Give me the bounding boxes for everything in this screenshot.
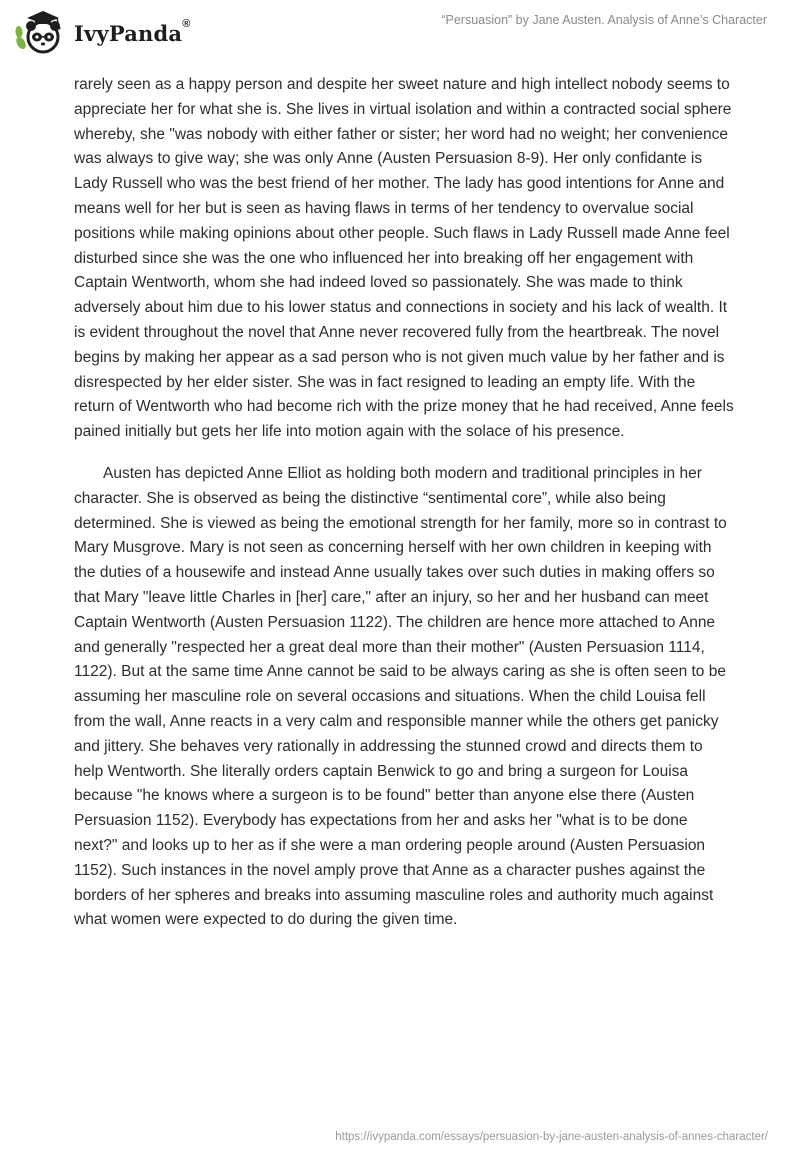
essay-body [74,73,734,950]
document-title: “Persuasion” by Jane Austen. Analysis of Anne’s Character [441,13,767,27]
paragraph: Austen has depicted Anne Elliot as holding both modern and traditional principles in her character. She is observed as being the distinctive “sentimental core”, while also being determined. She is viewed as being the emotional strength for her family, more so in contrast to Mary Musgrove. Mary is not seen as concerning herself with her own children in keeping with the duties of a housewife and instead Anne usually takes over such duties in making offers so that Mary "leave little Charles in [her] care," after an injury, so her and her husband can meet Captain Wentworth (Austen Persuasion 1122). The children are hence more attached to Anne and generally "respected her a great deal more than their mother" (Austen Persuasion 1114, 1122). But at the same time Anne cannot be said to be always caring as she is often seen to be assuming her masculine role on several occasions and situations. When the child Louisa fell from the wall, Anne reacts in a very calm and responsible manner while the others get panicky and jittery. She behaves very rationally in addressing the stunned crowd and directs them to help Wentworth. She literally orders captain Benwick to go and bring a surgeon for Louisa because "he knows where a surgeon is to be found" better than anyone else there (Austen Persuasion 1152). Everybody has expectations from her and asks her "what is to be done next?" and looks up to her as if she were a man ordering people around (Austen Persuasion 1152). Such instances in the novel amply prove that Anne as a character pushes against the borders of her spheres and breaks into assuming masculine roles and authority much against what women were expected to do during the given time. [74,464,727,929]
panda-graduation-cap-icon [14,10,68,56]
page-header [0,0,800,70]
registered-mark: ® [182,17,191,30]
ivypanda-logo[interactable] [14,10,191,56]
paragraph: rarely seen as a happy person and despite her sweet nature and high intellect nobody seems to appreciate her for what she is. She lives in virtual isolation and within a contracted social sphere whereby, she "was nobody with either father or sister; her word had no weight; her convenience was always to give way; she was only Anne (Austen Persuasion 8-9). Her only confidante is Lady Russell who was the best friend of her mother. The lady has good intentions for Anne and means well for her but is seen as having flaws in terms of her tendency to overvalue social positions while making opinions about other people. Such flaws in Lady Russell made Anne feel disturbed since she was the one who influenced her into breaking off her engagement with Captain Wentworth, whom she had indeed loved so passionately. She was made to think adversely about him due to his lower status and connections in society and his lack of wealth. It is evident throughout the novel that Anne never recovered fully from the heartbreak. The novel begins by making her appear as a sad person who is not given much value by her father and is disrespected by her elder sister. She was in fact resigned to leading an empty life. With the return of Wentworth who had become rich with the prize money that he had received, Anne feels pained initially but gets her life into motion again with the solace of his presence. [74,76,734,441]
source-url[interactable]: https://ivypanda.com/essays/persuasion-by-jane-austen-analysis-of-annes-character/ [335,1131,768,1143]
brand-name: IvyPanda® [74,17,191,46]
